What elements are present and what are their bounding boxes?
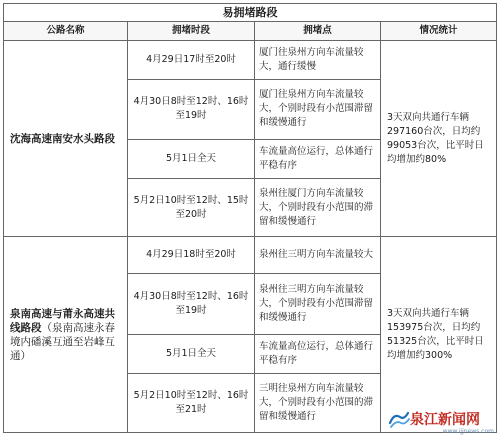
stats-cell: 3天双向共通行车辆297160台次，日均约99053台次，比平时日均增加约80% bbox=[381, 40, 497, 237]
spot-cell: 厦门往泉州方向车流量较大，通行缓慢 bbox=[255, 40, 381, 79]
spot-cell: 车流量高位运行，总体通行平稳有序 bbox=[255, 139, 381, 178]
road-name-cell bbox=[4, 237, 128, 433]
congestion-table bbox=[3, 3, 497, 433]
header-spot: 拥堵点 bbox=[255, 22, 381, 40]
period-cell: 4月30日8时至12时、16时至19时 bbox=[128, 80, 255, 140]
period-cell: 5月2日10时至12时、15时至20时 bbox=[128, 178, 255, 237]
spot-cell: 厦门往泉州方向车流量较大，个别时段有小范围滞留和缓慢通行 bbox=[255, 80, 381, 140]
road-name-cell bbox=[4, 40, 128, 237]
spot-cell: 泉州往三明方向车流量较大，个别时段有小范围滞留和缓慢通行 bbox=[255, 274, 381, 335]
spot-cell: 车流量高位运行，总体通行平稳有序 bbox=[255, 335, 381, 374]
wave-logo-icon bbox=[388, 409, 410, 429]
road-name-sub: （泉南高速永春境内磻溪互通至岩峰互通） bbox=[10, 321, 115, 362]
road-name: 沈海高速南安水头路段 bbox=[10, 132, 115, 145]
header-road: 公路名称 bbox=[4, 22, 128, 40]
period-cell: 4月29日17时至20时 bbox=[128, 40, 255, 79]
table-title-row bbox=[4, 4, 497, 22]
header-stats: 情况统计 bbox=[381, 22, 497, 40]
road-name: 泉南高速与莆永高速共线路段 bbox=[10, 307, 115, 334]
table-title: 易拥堵路段 bbox=[4, 4, 497, 22]
spot-cell: 泉州往厦门方向车流量较大，个别时段有小范围的滞留和缓慢通行 bbox=[255, 178, 381, 237]
stats-cell: 3天双向共通行车辆153975台次，日均约51325台次，比平时日均增加约300% bbox=[381, 237, 497, 433]
period-cell: 5月1日全天 bbox=[128, 139, 255, 178]
spot-cell: 三明往泉州方向车流量较大，个别时段有小范围的滞留和缓慢通行 bbox=[255, 374, 381, 433]
table-row bbox=[4, 40, 497, 79]
period-cell: 4月30日8时至12时、16时至19时 bbox=[128, 274, 255, 335]
table-row bbox=[4, 237, 497, 274]
table-header-row bbox=[4, 22, 497, 40]
period-cell: 5月2日10时至12时、16时至21时 bbox=[128, 374, 255, 433]
period-cell: 5月1日全天 bbox=[128, 335, 255, 374]
watermark-url: www.ijjnews.com bbox=[442, 428, 494, 435]
watermark-logo bbox=[388, 407, 494, 433]
spot-cell: 泉州往三明方向车流量较大 bbox=[255, 237, 381, 274]
header-period: 拥堵时段 bbox=[128, 22, 255, 40]
period-cell: 4月29日18时至20时 bbox=[128, 237, 255, 274]
watermark-brand: 泉江新闻网 bbox=[410, 412, 480, 428]
